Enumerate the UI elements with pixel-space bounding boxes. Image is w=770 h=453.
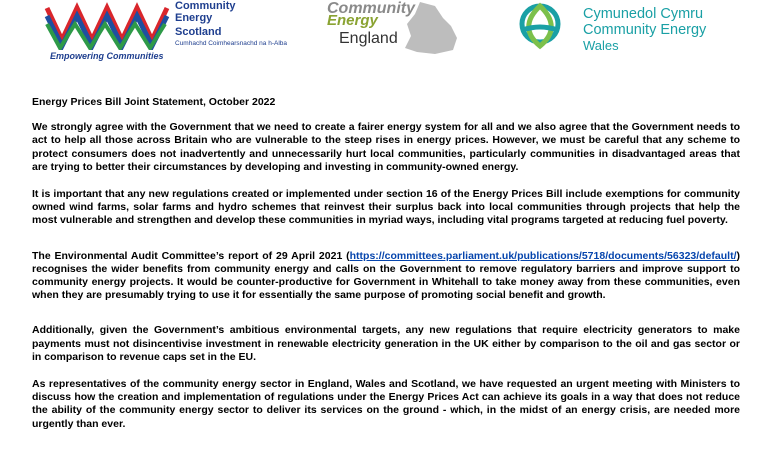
scotland-logo-gaelic: Cumhachd Coimhearsnachd na h-Alba <box>175 40 288 47</box>
wales-logo-line2: Community Energy <box>583 22 707 38</box>
community-energy-scotland-logo <box>42 0 292 68</box>
scotland-logo-tagline: Empowering Communities <box>50 51 164 61</box>
england-logo-line2: Energy <box>327 12 378 29</box>
community-energy-england-logo <box>325 0 475 60</box>
wales-logo-line1: Cymunedol Cymru <box>583 6 704 22</box>
england-logo-line3: England <box>339 30 398 47</box>
community-energy-wales-logo <box>505 0 755 60</box>
statement-document <box>32 96 740 453</box>
celtic-knot-icon <box>505 0 575 60</box>
scotland-logo-line1: Community <box>175 0 236 12</box>
wales-logo-line3: Wales <box>583 38 619 53</box>
eac-report-link[interactable]: https://committees.parliament.uk/publications/5718/documents/56323/default/ <box>349 249 737 262</box>
scotland-logo-line3: Scotland <box>175 26 222 38</box>
paragraph-5: As representatives of the community energy sector in England, Wales and Scotland, we have requested an urgent meeting with Ministers to discuss how the creation and implementation of regulations under the Energy Prices Act can achieve its goals in a way that does not reduce the ability of the community energy sector to deliver its services on the ground - which, in the midst of an energy crisis, are needed more urgently than ever. <box>32 378 740 430</box>
scotland-wave-logo-icon <box>42 0 172 50</box>
paragraph-2: It is important that any new regulations created or implemented under section 16 of the Energy Prices Bill include exemptions for community owned wind farms, solar farms and hydro schemes that reinvest their surplus back into local communities through projects that help the most vulnerable and strengthen and develop these communities in myriad ways, including vital programs targeted at reducing fuel poverty. <box>32 188 740 227</box>
document-title: Energy Prices Bill Joint Statement, October 2022 <box>32 96 276 108</box>
england-logo-line1: Community <box>327 0 415 17</box>
paragraph-3 <box>32 250 740 303</box>
paragraph-3-lead: The Environmental Audit Committee’s report of 29 April 2021 ( <box>32 249 350 262</box>
logo-header <box>0 0 770 70</box>
paragraph-3-rest: ) recognises the wider benefits from community energy and calls on the Government to remove regulatory barriers and improve support to community energy projects. It would be counter-productive for Government in Whitehall to take money away from these communities, even when they are presumably trying to use it for essentially the same purpose of promoting social benefit and growth. <box>32 249 740 302</box>
paragraph-4: Additionally, given the Government’s ambitious environmental targets, any new regulations that require electricity generators to make payments must not disincentivise investment in renewable electricity generation in the UK either by comparison to the oil and gas sector or in comparison to revenue caps set in the EU. <box>32 324 740 363</box>
paragraph-1: We strongly agree with the Government that we need to create a fairer energy system for all and we also agree that the Government needs to act to help all those across Britain who are vulnerable to the steep rises in energy prices. However, we must be careful that any scheme to protect consumers does not inadvertently and unnecessarily hurt local communities, particularly communities in disadvantaged areas that are trying to better their circumstances by developing and investing in community-owned energy. <box>32 121 740 173</box>
scotland-logo-line2: Energy <box>175 12 213 24</box>
